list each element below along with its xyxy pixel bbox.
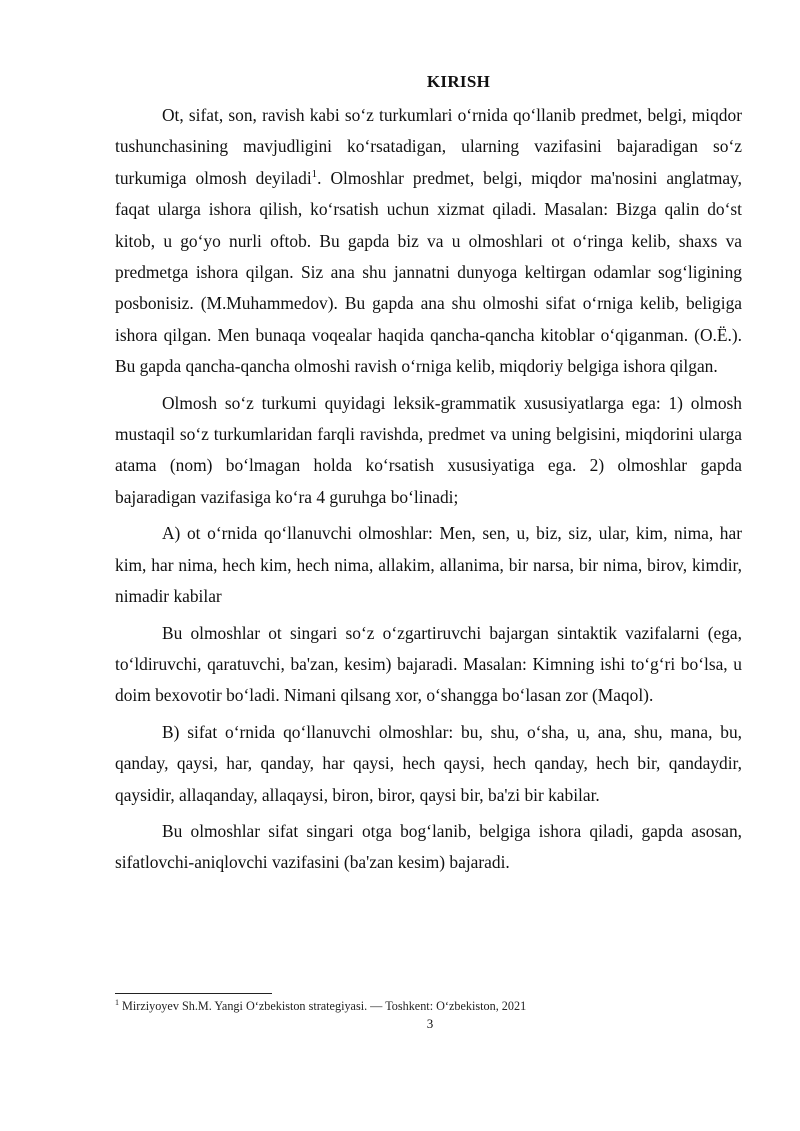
paragraph-6: Bu olmoshlar sifat singari otga bog‘lanib, belgiga ishora qiladi, gapda asosan, sifatlovchi-aniqlovchi vazifasini (ba'zan kesim) bajaradi. [115,820,742,873]
footnote-text: Mirziyoyev Sh.M. Yangi O‘zbekiston strategiyasi. — Toshkent: O‘zbekiston, 2021 [119,999,527,1013]
paragraph-5: B) sifat o‘rnida qo‘llanuvchi olmoshlar: bu, shu, o‘sha, u, ana, shu, mana, bu, qanday, qaysi, har, qanday, har qaysi, hech qaysi, hech qanday, hech bir, qandaydir, qaysidir, allaqanday, allaqaysi, biron, biror, qaysi bir, ba'zi bir kabilar. [115,721,742,805]
paragraph-4: Bu olmoshlar ot singari so‘z o‘zgartiruvchi bajargan sintaktik vazifalarni (ega, to‘ldiruvchi, qaratuvchi, ba'zan, kesim) bajaradi. Masalan: Kimning ishi to‘g‘ri bo‘lsa, u doim bexovotir bo‘ladi. Nimani qilsang xor, o‘shangga bo‘lasan zor (Maqol). [115,622,742,706]
section-title: KIRISH [426,72,491,91]
paragraph-2: Olmosh so‘z turkumi quyidagi leksik-grammatik xususiyatlarga ega: 1) olmosh mustaqil so‘z turkumlaridan farqli ravishda, predmet va uning belgisini, miqdorini ularga atama (nom) bo‘lmagan holda ko‘rsatish xususiyatiga ega. 2) olmoshlar gapda bajaradigan vazifasiga ko‘ra 4 guruhga bo‘linadi; [115,392,742,507]
footnote-divider [115,993,272,994]
footnote [115,999,742,1014]
paragraph-1-continuation: . Olmoshlar predmet, belgi, miqdor ma'nosini anglatmay, faqat ularga ishora qilish, ko‘rsatish uchun xizmat qiladi. Masalan: Bizga qalin do‘st kitob, u go‘yo nurli oftob. Bu gapda biz va u olmoshlari ot o‘ringa kelib, shaxs va predmetga ishora qilgan. Siz ana shu jannatni dunyoga keltirgan odamlar sog‘ligining posbonisiz. (M.Muhammedov). Bu gapda ana shu olmoshi sifat o‘rniga kelib, beligiga ishora qilgan. Men bunaqa voqealar haqida qancha-qancha kitoblar o‘qiganman. (O.Ё.). Bu gapda qancha-qancha olmoshi ravish o‘rniga kelib, miqdoriy belgiga ishora qilgan. [115,167,742,377]
paragraph-3: A) ot o‘rnida qo‘llanuvchi olmoshlar: Men, sen, u, biz, siz, ular, kim, nima, har kim, har nima, hech kim, hech nima, allakim, allanima, bir narsa, bir nima, birov, kimdir, nimadir kabilar [115,523,742,607]
footnote-mark: 1 [115,997,119,1007]
paragraph-1 [115,100,742,383]
document-page [115,72,742,884]
paragraph-1-text: Ot, sifat, son, ravish kabi so‘z turkumlari o‘rnida qo‘llanib predmet, belgi, miqdor tushunchasining mavjudligini ko‘rsatadigan, ularning vazifasini bajaradigan so‘z turkumiga olmosh deyiladi [115,105,742,188]
page-number: 3 [426,1016,434,1031]
footnote-reference[interactable]: 1 [311,168,318,181]
